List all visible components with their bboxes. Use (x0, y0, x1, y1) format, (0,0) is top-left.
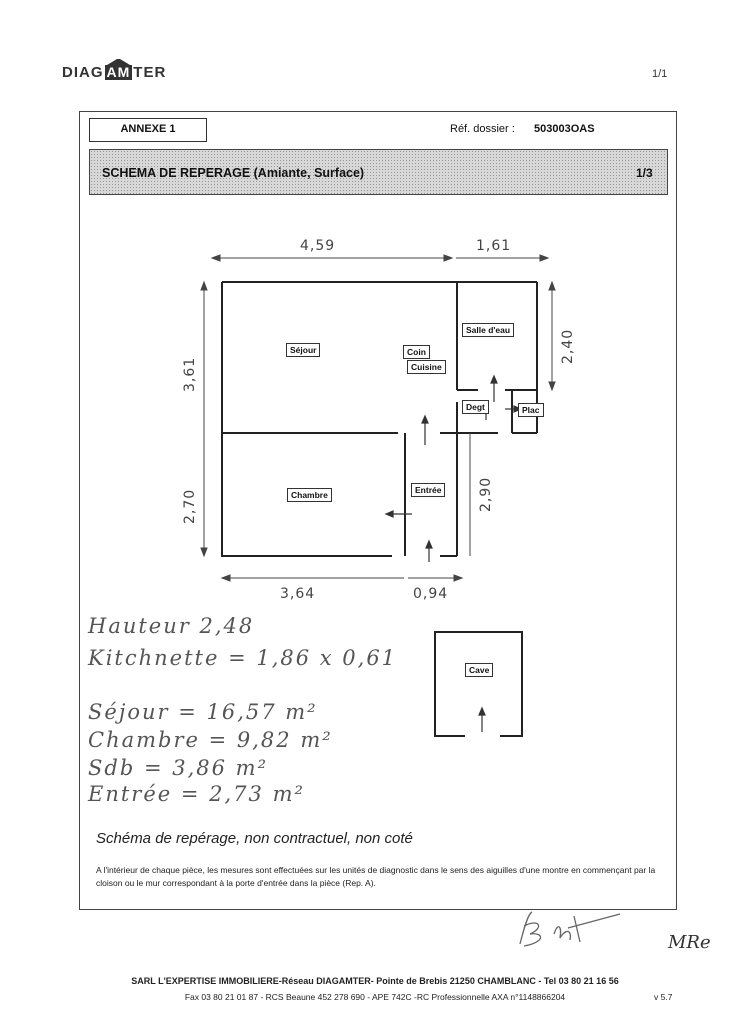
room-coin: Coin (403, 345, 430, 359)
room-entree: Entrée (411, 483, 445, 497)
note-sejour-area: Séjour = 16,57 m² (88, 700, 318, 724)
note-kitchenette: Kitchnette = 1,86 x 0,61 (88, 646, 398, 670)
dim-top-right: 1,61 (476, 238, 512, 254)
annex-label: ANNEXE 1 (89, 118, 207, 142)
footer-registration: Fax 03 80 21 01 87 - RCS Beaune 452 278 690 - APE 742C -RC Professionnelle AXA n°1148866204 (184, 992, 566, 1002)
note-chambre-area: Chambre = 9,82 m² (88, 728, 333, 752)
initials: MRe (668, 932, 711, 953)
note-hauteur: Hauteur 2,48 (88, 614, 255, 638)
room-chambre: Chambre (287, 488, 332, 502)
room-degt: Degt (462, 400, 489, 414)
dim-left-bottom: 2,70 (182, 488, 198, 524)
note-entree-area: Entrée = 2,73 m² (88, 782, 305, 806)
signature-mark (510, 904, 640, 954)
dim-right-bottom: 2,90 (478, 476, 494, 512)
dim-left-top: 3,61 (182, 356, 198, 392)
note-sdb-area: Sdb = 3,86 m² (88, 756, 268, 780)
ref-dossier-value: 503003OAS (534, 123, 595, 135)
page-number: 1/1 (652, 68, 668, 80)
section-title: SCHEMA DE REPERAGE (Amiante, Surface) (102, 166, 365, 180)
room-plac: Plac (518, 403, 544, 417)
section-page: 1/3 (636, 166, 653, 180)
ref-dossier-label: Réf. dossier : (450, 123, 515, 135)
dim-top-left: 4,59 (300, 238, 336, 254)
footer-company: SARL L'EXPERTISE IMMOBILIERE-Réseau DIAGAMTER- Pointe de Brebis 21250 CHAMBLANC - Tel 03 80 21 16 56 (131, 976, 619, 986)
dim-bottom-right: 0,94 (413, 586, 449, 602)
logo-text-after: TER (133, 64, 167, 81)
wall-outer-left (222, 282, 392, 556)
cave-outline (435, 632, 522, 736)
room-cave: Cave (465, 663, 493, 677)
dim-right-top: 2,40 (560, 328, 576, 364)
logo-text-before: DIAG (62, 64, 104, 81)
version-label: v 5.7 (654, 992, 673, 1002)
dim-bottom-left: 3,64 (280, 586, 316, 602)
room-sejour: Séjour (286, 343, 320, 357)
logo-house-mark: AM (106, 64, 131, 80)
schema-disclaimer: Schéma de repérage, non contractuel, non coté (96, 830, 413, 847)
room-salle-eau: Salle d'eau (462, 323, 514, 337)
measurement-note: A l'intérieur de chaque pièce, les mesures sont effectuées sur les unités de diagnostic dans le sens des aiguilles d'une montre en commençant par la cloison ou le mur correspondant à la porte d'entrée dans la pièce (Rep. A). (96, 865, 656, 888)
room-cuisine: Cuisine (407, 360, 446, 374)
